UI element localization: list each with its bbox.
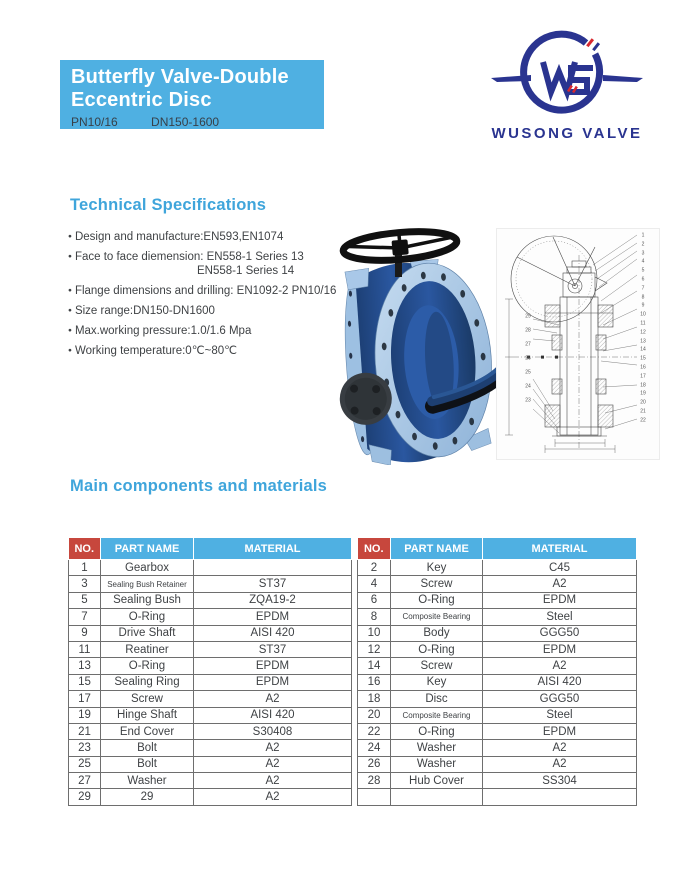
- cell-mat: ST37: [194, 641, 352, 657]
- section-title-specs: Technical Specifications: [70, 196, 267, 214]
- cell-mat: EPDM: [483, 641, 637, 657]
- spec-item: ● Max.working pressure:1.0/1.6 Mpa: [68, 324, 346, 339]
- cell-no: 20: [358, 707, 391, 723]
- cell-mat: AISI 420: [483, 674, 637, 690]
- cell-part: Key: [391, 560, 483, 576]
- cell-mat: S30408: [194, 723, 352, 739]
- cell-part: Screw: [101, 691, 194, 707]
- cell-part: O-Ring: [101, 658, 194, 674]
- cell-part: Sealing Ring: [101, 674, 194, 690]
- table-header-row: [358, 538, 637, 560]
- cell-no: 15: [69, 674, 101, 690]
- cell-no: 27: [69, 773, 101, 789]
- cell-mat: A2: [483, 658, 637, 674]
- callout-number: 27: [525, 341, 531, 348]
- cell-mat: EPDM: [483, 592, 637, 608]
- cell-no: 8: [358, 609, 391, 625]
- cell-no: 21: [69, 723, 101, 739]
- callout-number: 9: [641, 302, 645, 309]
- callout-number: 21: [640, 408, 646, 415]
- col-header-no: NO.: [69, 538, 101, 560]
- materials-table-left: [68, 538, 352, 806]
- table-row: [358, 707, 637, 723]
- col-header-material: MATERIAL: [194, 538, 352, 560]
- callout-number: 8: [641, 294, 645, 301]
- cell-no: 3: [69, 576, 101, 592]
- cell-part: O-Ring: [391, 592, 483, 608]
- cell-part: [391, 789, 483, 805]
- cell-mat: ST37: [194, 576, 352, 592]
- cell-no: 2: [358, 560, 391, 576]
- cell-no: 6: [358, 592, 391, 608]
- pressure-rating: PN10/16: [71, 115, 118, 129]
- materials-table: [68, 538, 635, 806]
- product-title-line1: Butterfly Valve-Double: [71, 66, 289, 88]
- cell-no: 9: [69, 625, 101, 641]
- callout-number: 16: [640, 364, 646, 371]
- cell-no: 10: [358, 625, 391, 641]
- spec-item: ● Working temperature:0℃~80℃: [68, 344, 346, 359]
- cell-part: End Cover: [101, 723, 194, 739]
- cell-no: 26: [358, 756, 391, 772]
- cell-no: 7: [69, 609, 101, 625]
- callout-number: 19: [640, 390, 646, 397]
- callout-number: 14: [640, 346, 646, 353]
- materials-table-right: [357, 538, 637, 806]
- cell-no: 12: [358, 641, 391, 657]
- callout-number: 17: [640, 373, 646, 380]
- table-row: [358, 691, 637, 707]
- cell-mat: A2: [194, 756, 352, 772]
- table-row: [358, 674, 637, 690]
- spec-item: ● Flange dimensions and drilling: EN1092-2 PN10/16: [68, 284, 346, 299]
- table-row: [358, 625, 637, 641]
- cell-mat: AISI 420: [194, 707, 352, 723]
- cell-part: Bolt: [101, 740, 194, 756]
- table-row: [69, 609, 352, 625]
- cell-mat: Steel: [483, 609, 637, 625]
- cell-part: Screw: [391, 576, 483, 592]
- section-title-materials: Main components and materials: [70, 477, 328, 495]
- table-row: [69, 674, 352, 690]
- table-row: [69, 625, 352, 641]
- table-row: [69, 576, 352, 592]
- cell-no: 29: [69, 789, 101, 805]
- product-title-line2: Eccentric Disc: [71, 89, 212, 111]
- cell-mat: A2: [194, 789, 352, 805]
- cell-no: 11: [69, 641, 101, 657]
- spec-item: ● Face to face diemension: EN558-1 Series 13 EN558-1 Series 14: [68, 250, 346, 278]
- cell-mat: ZQA19-2: [194, 592, 352, 608]
- callout-number: 15: [640, 355, 646, 362]
- callout-number: 23: [525, 397, 531, 404]
- callout-number: 26: [525, 355, 531, 362]
- table-row: [69, 756, 352, 772]
- callout-number: 3: [641, 250, 645, 257]
- cell-mat: [483, 789, 637, 805]
- cell-no: 24: [358, 740, 391, 756]
- cell-no: 23: [69, 740, 101, 756]
- cell-mat: A2: [194, 773, 352, 789]
- callout-number: 20: [640, 399, 646, 406]
- cell-part: Washer: [391, 740, 483, 756]
- cell-part: O-Ring: [101, 609, 194, 625]
- cell-no: 18: [358, 691, 391, 707]
- cell-part: Key: [391, 674, 483, 690]
- cell-no: 16: [358, 674, 391, 690]
- logo-monogram-icon: [483, 30, 651, 123]
- table-row: [358, 740, 637, 756]
- col-header-no: NO.: [358, 538, 391, 560]
- callout-number: 6: [641, 276, 645, 283]
- table-row: [69, 691, 352, 707]
- cell-no: 25: [69, 756, 101, 772]
- spec-item-continuation: EN558-1 Series 14: [197, 264, 295, 277]
- cell-part: Screw: [391, 658, 483, 674]
- table-row: [358, 609, 637, 625]
- spec-item: ● Design and manufacture:EN593,EN1074: [68, 230, 346, 245]
- cell-mat: EPDM: [483, 723, 637, 739]
- table-row: [358, 789, 637, 805]
- spec-item: ● Size range:DN150-DN1600: [68, 304, 346, 319]
- cell-mat: A2: [483, 740, 637, 756]
- table-row: [69, 707, 352, 723]
- callout-number: 18: [640, 382, 646, 389]
- table-row: [358, 641, 637, 657]
- cell-mat: Steel: [483, 707, 637, 723]
- callout-number: 29: [525, 313, 531, 320]
- cell-mat: GGG50: [483, 691, 637, 707]
- cell-no: 14: [358, 658, 391, 674]
- callout-number: 24: [525, 383, 531, 390]
- cell-mat: EPDM: [194, 674, 352, 690]
- cell-no: 17: [69, 691, 101, 707]
- cell-part: Body: [391, 625, 483, 641]
- cell-no: 19: [69, 707, 101, 723]
- cell-mat: EPDM: [194, 609, 352, 625]
- cell-part: O-Ring: [391, 641, 483, 657]
- callout-number: 22: [640, 417, 646, 424]
- callout-number: 4: [641, 258, 645, 265]
- cell-part: Hinge Shaft: [101, 707, 194, 723]
- table-row: [69, 641, 352, 657]
- table-row: [358, 658, 637, 674]
- cell-part: Reatiner: [101, 641, 194, 657]
- cell-no: 5: [69, 592, 101, 608]
- cell-part: O-Ring: [391, 723, 483, 739]
- cell-part: Washer: [391, 756, 483, 772]
- callout-number: 28: [525, 327, 531, 334]
- cell-part: Sealing Bush: [101, 592, 194, 608]
- table-row: [69, 723, 352, 739]
- table-row: [358, 592, 637, 608]
- brand-name: WUSONG VALVE: [491, 125, 643, 142]
- callout-number: 7: [641, 285, 645, 292]
- cell-part: Washer: [101, 773, 194, 789]
- spec-list: [68, 230, 346, 364]
- cell-mat: EPDM: [194, 658, 352, 674]
- cell-no: 4: [358, 576, 391, 592]
- cell-part: Disc: [391, 691, 483, 707]
- table-row: [69, 560, 352, 576]
- table-row: [358, 560, 637, 576]
- table-row: [69, 592, 352, 608]
- callout-number: 10: [640, 311, 646, 318]
- product-subtitle: [71, 115, 324, 129]
- valve-product-image: [333, 227, 505, 465]
- col-header-part-name: PART NAME: [101, 538, 194, 560]
- cell-mat: A2: [483, 576, 637, 592]
- cell-no: 28: [358, 773, 391, 789]
- cell-mat: C45: [483, 560, 637, 576]
- product-title-box: [60, 60, 324, 129]
- cell-part: Sealing Bush Retainer: [101, 576, 194, 592]
- table-row: [358, 773, 637, 789]
- cell-no: [358, 789, 391, 805]
- callout-number: 1: [641, 232, 645, 239]
- valve-technical-drawing: [496, 228, 660, 460]
- col-header-part-name: PART NAME: [391, 538, 483, 560]
- callout-number: 13: [640, 338, 646, 345]
- table-row: [358, 576, 637, 592]
- callout-number: 5: [641, 267, 645, 274]
- cell-part: Gearbox: [101, 560, 194, 576]
- cell-part: 29: [101, 789, 194, 805]
- cell-no: 1: [69, 560, 101, 576]
- callout-number: 2: [641, 241, 645, 248]
- table-row: [358, 723, 637, 739]
- cell-part: Composite Bearing: [391, 707, 483, 723]
- callout-number: 11: [640, 320, 646, 327]
- cell-no: 13: [69, 658, 101, 674]
- cell-mat: AISI 420: [194, 625, 352, 641]
- table-row: [69, 789, 352, 805]
- cell-mat: GGG50: [483, 625, 637, 641]
- table-row: [69, 740, 352, 756]
- cell-mat: SS304: [483, 773, 637, 789]
- company-logo: [483, 30, 651, 142]
- callout-number: 25: [525, 369, 531, 376]
- col-header-material: MATERIAL: [483, 538, 637, 560]
- table-row: [358, 756, 637, 772]
- table-row: [69, 773, 352, 789]
- cell-part: Drive Shaft: [101, 625, 194, 641]
- cell-mat: [194, 560, 352, 576]
- table-header-row: [69, 538, 352, 560]
- cell-mat: A2: [194, 691, 352, 707]
- cell-part: Composite Bearing: [391, 609, 483, 625]
- cell-part: Hub Cover: [391, 773, 483, 789]
- callout-number: 12: [640, 329, 646, 336]
- cell-mat: A2: [194, 740, 352, 756]
- cell-mat: A2: [483, 756, 637, 772]
- size-range: DN150-1600: [151, 115, 220, 129]
- cell-part: Bolt: [101, 756, 194, 772]
- table-row: [69, 658, 352, 674]
- cell-no: 22: [358, 723, 391, 739]
